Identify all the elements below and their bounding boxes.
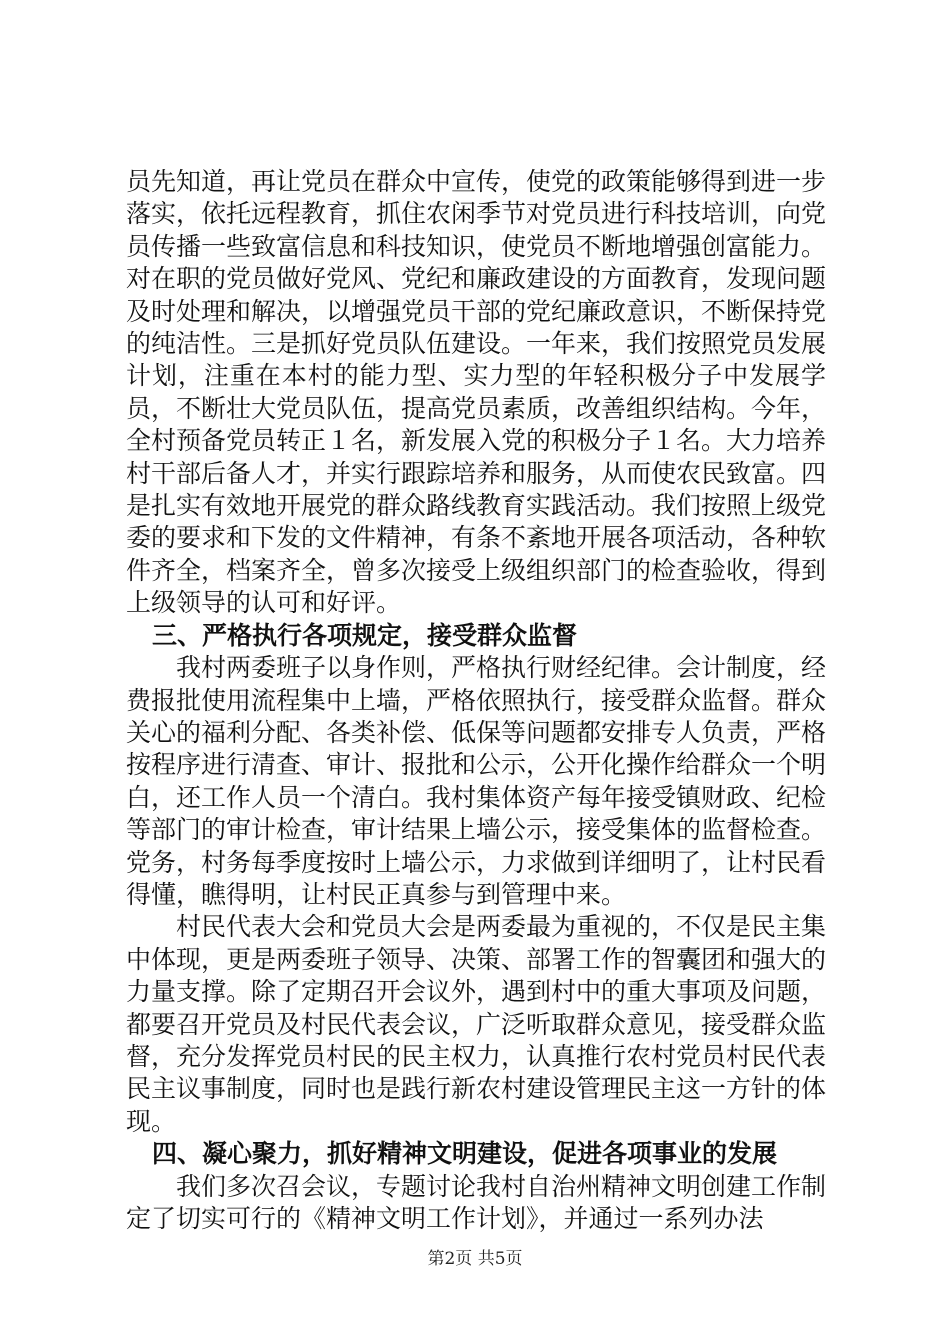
paragraph-civilization-plan: 我们多次召会议，专题讨论我村自治州精神文明创建工作制定了切实可行的《精神文明工作计划》，并通过一系列办法 xyxy=(126,1171,827,1233)
section-heading-civilization: 四、凝心聚力，抓好精神文明建设，促进各项事业的发展 xyxy=(152,1139,778,1169)
section-heading-supervision: 三、严格执行各项规定，接受群众监督 xyxy=(152,620,578,650)
paragraph-party-education: 员先知道，再让党员在群众中宣传，使党的政策能够得到进一步落实，依托远程教育，抓住农闲季节对党员进行科技培训，向党员传播一些致富信息和科技知识，使党员不断地增强创富能力。对在职的党员做好党风、党纪和廉政建设的方面教育，发现问题及时处理和解决，以增强党员干部的党纪廉政意识，不断保持党的纯洁性。三是抓好党员队伍建设。一年来，我们按照党员发展计划，注重在本村的能力型、实力型的年轻积极分子中发展学员，不断壮大党员队伍，提高党员素质，改善组织结构。今年，全村预备党员转正１名，新发展入党的积极分子１名。大力培养村干部后备人才，并实行跟踪培养和服务，从而使农民致富。四是扎实有效地开展党的群众路线教育实践活动。我们按照上级党委的要求和下发的文件精神，有条不紊地开展各项活动，各种软件齐全，档案齐全，曾多次接受上级组织部门的检查验收，得到上级领导的认可和好评。 xyxy=(126,167,827,618)
paragraph-representative-meeting: 村民代表大会和党员大会是两委最为重视的，不仅是民主集中体现，更是两委班子领导、决策、部署工作的智囊团和强大的力量支撑。除了定期召开会议外，遇到村中的重大事项及问题，都要召开党员及村民代表会议，广泛听取群众意见，接受群众监督，充分发挥党员村民的民主权力，认真推行农村党员村民代表民主议事制度，同时也是践行新农村建设管理民主这一方针的体现。 xyxy=(126,912,827,1136)
page-number-footer: 第2页 共5页 xyxy=(427,1249,523,1269)
paragraph-financial-discipline: 我村两委班子以身作则，严格执行财经纪律。会计制度，经费报批使用流程集中上墙，严格依照执行，接受群众监督。群众关心的福利分配、各类补偿、低保等问题都安排专人负责，严格按程序进行清查、审计、报批和公示，公开化操作给群众一个明白，还工作人员一个清白。我村集体资产每年接受镇财政、纪检等部门的审计检查，审计结果上墙公示，接受集体的监督检查。党务，村务每季度按时上墙公示，力求做到详细明了，让村民看得懂，瞧得明，让村民正真参与到管理中来。 xyxy=(126,653,827,909)
document-body xyxy=(126,166,826,1235)
